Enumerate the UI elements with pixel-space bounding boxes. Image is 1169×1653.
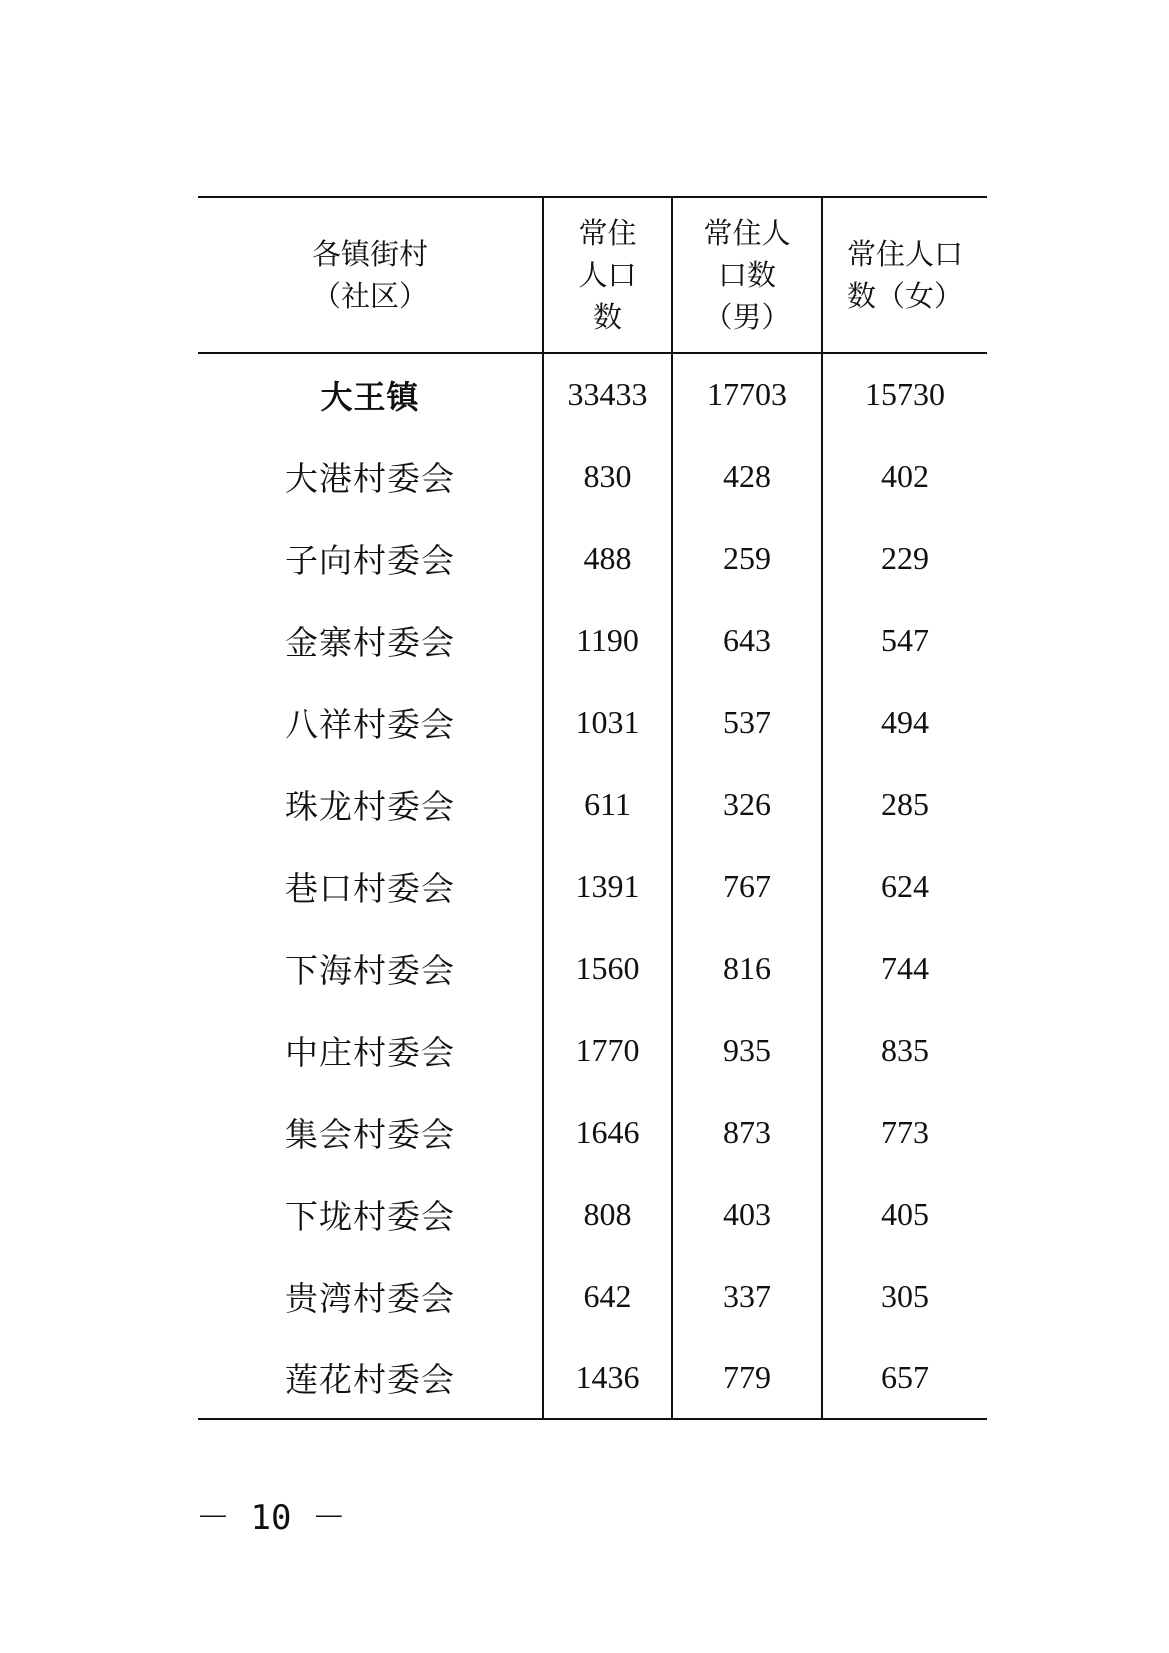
header-line: 常住人口 <box>846 237 963 271</box>
cell-male: 935 <box>672 1009 822 1091</box>
population-table <box>198 196 987 1420</box>
cell-name: 下海村委会 <box>285 950 455 990</box>
table-row <box>198 1009 987 1091</box>
header-resident-total <box>543 197 672 353</box>
cell-female: 547 <box>822 599 987 681</box>
cell-female: 624 <box>822 845 987 927</box>
header-line: （男） <box>703 300 791 334</box>
cell-name: 中庄村委会 <box>285 1032 455 1072</box>
cell-male: 337 <box>672 1255 822 1337</box>
header-line: 人口 <box>578 258 637 292</box>
header-town-village <box>198 197 543 353</box>
cell-female: 835 <box>822 1009 987 1091</box>
header-line: 常住 <box>578 216 637 250</box>
cell-total: 830 <box>543 435 672 517</box>
table-row <box>198 1337 987 1419</box>
page-number: － 10 － <box>196 1498 346 1538</box>
cell-total: 1190 <box>543 599 672 681</box>
cell-female: 285 <box>822 763 987 845</box>
cell-name: 下垅村委会 <box>285 1196 455 1236</box>
cell-total: 488 <box>543 517 672 599</box>
table-row <box>198 763 987 845</box>
table-row <box>198 435 987 517</box>
cell-female: 229 <box>822 517 987 599</box>
table-body <box>198 353 987 1419</box>
cell-female: 405 <box>822 1173 987 1255</box>
table-row <box>198 517 987 599</box>
cell-name: 金寨村委会 <box>285 622 455 662</box>
cell-total: 1031 <box>543 681 672 763</box>
cell-total: 1436 <box>543 1337 672 1419</box>
header-line: 口数 <box>717 258 776 292</box>
cell-name: 巷口村委会 <box>285 868 455 908</box>
cell-male: 259 <box>672 517 822 599</box>
cell-total: 808 <box>543 1173 672 1255</box>
header-row <box>198 197 987 353</box>
cell-male: 326 <box>672 763 822 845</box>
table-row-town <box>198 353 987 435</box>
cell-female: 15730 <box>822 353 987 435</box>
cell-name: 集会村委会 <box>285 1114 455 1154</box>
cell-female: 773 <box>822 1091 987 1173</box>
header-line: 各镇街村 <box>311 237 428 271</box>
cell-name: 子向村委会 <box>285 540 455 580</box>
cell-total: 642 <box>543 1255 672 1337</box>
cell-name: 大王镇 <box>320 377 420 416</box>
cell-name: 珠龙村委会 <box>285 786 455 826</box>
table-row <box>198 681 987 763</box>
cell-female: 305 <box>822 1255 987 1337</box>
cell-name: 大港村委会 <box>285 458 455 498</box>
cell-female: 744 <box>822 927 987 1009</box>
cell-total: 1560 <box>543 927 672 1009</box>
cell-total: 1391 <box>543 845 672 927</box>
header-line: 常住人 <box>703 216 791 250</box>
cell-male: 816 <box>672 927 822 1009</box>
cell-male: 873 <box>672 1091 822 1173</box>
cell-male: 643 <box>672 599 822 681</box>
table-row <box>198 927 987 1009</box>
cell-name: 莲花村委会 <box>198 1337 543 1419</box>
cell-male: 17703 <box>672 353 822 435</box>
cell-male: 537 <box>672 681 822 763</box>
cell-male: 428 <box>672 435 822 517</box>
cell-total: 1770 <box>543 1009 672 1091</box>
cell-female: 494 <box>822 681 987 763</box>
cell-total: 33433 <box>543 353 672 435</box>
header-line: 数 <box>592 300 622 334</box>
header-resident-male <box>672 197 822 353</box>
cell-total: 1646 <box>543 1091 672 1173</box>
cell-name: 八祥村委会 <box>285 704 455 744</box>
cell-total: 611 <box>543 763 672 845</box>
header-resident-female <box>822 197 987 353</box>
cell-name: 贵湾村委会 <box>285 1278 455 1318</box>
table-row <box>198 1091 987 1173</box>
cell-female: 657 <box>822 1337 987 1419</box>
cell-male: 779 <box>672 1337 822 1419</box>
table-header <box>198 197 987 353</box>
cell-female: 402 <box>822 435 987 517</box>
cell-male: 403 <box>672 1173 822 1255</box>
table-row <box>198 599 987 681</box>
table-row <box>198 1173 987 1255</box>
cell-male: 767 <box>672 845 822 927</box>
table-row <box>198 845 987 927</box>
table-row <box>198 1255 987 1337</box>
header-line: （社区） <box>311 279 428 313</box>
header-line: 数（女） <box>846 279 963 313</box>
